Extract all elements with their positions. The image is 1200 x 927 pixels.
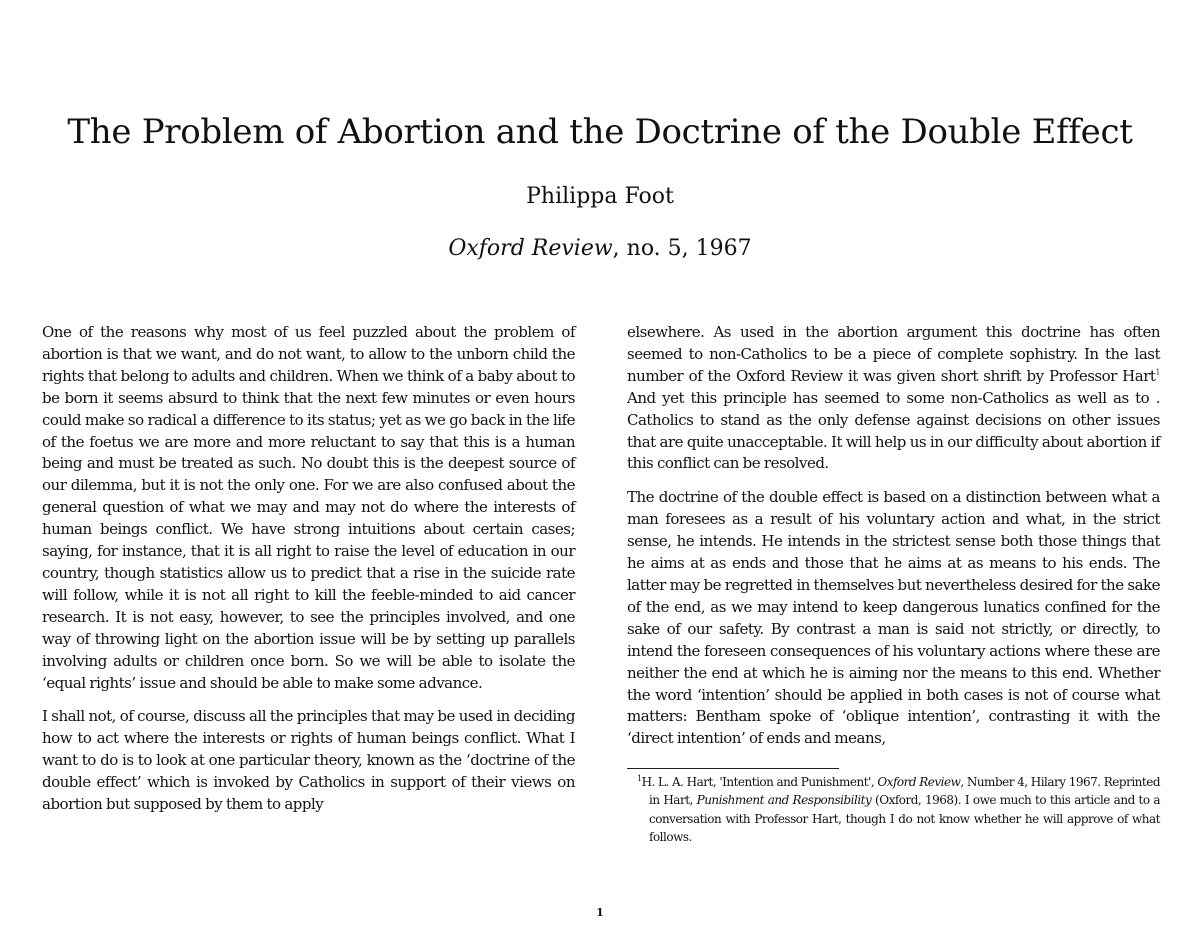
footnote-text: H. L. A. Hart, 'Intention and Punishment', [641, 775, 878, 789]
footnote [627, 773, 1160, 847]
footnote-text: , Number 4, Hilary 1967. Reprinted in Hart, [649, 775, 1160, 808]
footnote-text: (Oxford, 1968). I owe much to this article and to a conversation with Professor Hart, though I do not know whether he will approve of what follows. [649, 793, 1161, 845]
paragraph-text: And yet this principle has seemed to some non-Catholics as well as to . Catholics to stand as the only defense against decisions on other issues that are quite unacceptable. It will help us in our difficulty about abortion if this conflict can be resolved. [627, 388, 1160, 473]
paragraph [627, 322, 1160, 475]
author-name: Philippa Foot [526, 184, 674, 209]
footnote-divider [627, 768, 839, 769]
paragraph-text: elsewhere. As used in the abortion argument this doctrine has often seemed to non-Catholics to be a piece of complete sophistry. In the last number of the Oxford Review it was given short shrift by Professor Hart [627, 323, 1160, 385]
paper-title: The Problem of Abortion and the Doctrine of the Double Effect [67, 112, 1133, 152]
page-number: 1 [596, 906, 604, 919]
paragraph: I shall not, of course, discuss all the principles that may be used in deciding how to act where the interests or rights of human beings conflict. What I want to do is to look at one particular theory, known as the ‘doctrine of the double effect’ which is invoked by Catholics in support of their views on abortion but supposed by them to apply [42, 707, 575, 814]
journal-name: Oxford Review [448, 236, 613, 261]
paragraph: The doctrine of the double effect is based on a distinction between what a man foresees as a result of his voluntary action and what, in the strict sense, he intends. He intends in the strictest sense both those things that he aims at as ends and those that he aims at as means to his ends. The latter may be regretted in themselves but nevertheless desired for the sake of the end, as we may intend to keep dangerous lunatics confined for the sake of our safety. By contrast a man is said not strictly, or directly, to intend the foreseen consequences of his voluntary actions where these are neither the end at which he is aiming nor the means to this end. Whether the word ‘intention’ should be applied in both cases is not of course what matters: Bentham spoke of ‘oblique intention’, contrasting it with the ‘direct intention’ of ends and means, [627, 488, 1160, 748]
footnote-book-title: Punishment and Responsibility [696, 793, 872, 808]
issue-info: , no. 5, 1967 [612, 236, 752, 261]
footnote-journal: Oxford Review [877, 775, 961, 789]
left-column [42, 322, 575, 828]
footnote-number: 1 [637, 774, 642, 783]
paragraph: One of the reasons why most of us feel puzzled about the problem of abortion is that we want, and do not want, to allow to the unborn child the rights that belong to adults and children. When we think of a baby about to be born it seems absurd to think that the next few minutes or even hours could make so radical a difference to its status; yet as we go back in the life of the foetus we are more and more reluctant to say that this is a human being and must be treated as such. No doubt this is the deepest source of our dilemma, but it is not the only one. For we are also confused about the general question of what we may and may not do where the interests of human beings conflict. We have strong intuitions about certain cases; saying, for instance, that it is all right to raise the level of education in our country, though statistics allow us to predict that a rise in the suicide rate will follow, while it is not all right to kill the feeble-minded to aid cancer research. It is not easy, however, to see the principles involved, and one way of throwing light on the abortion issue will be by setting up parallels involving adults or children once born. So we will be able to isolate the ‘equal rights’ issue and should be able to make some advance. [42, 323, 575, 692]
footnote-reference-link[interactable]: 1 [1155, 367, 1160, 377]
right-column [627, 322, 1160, 762]
publication-venue [0, 236, 1200, 261]
